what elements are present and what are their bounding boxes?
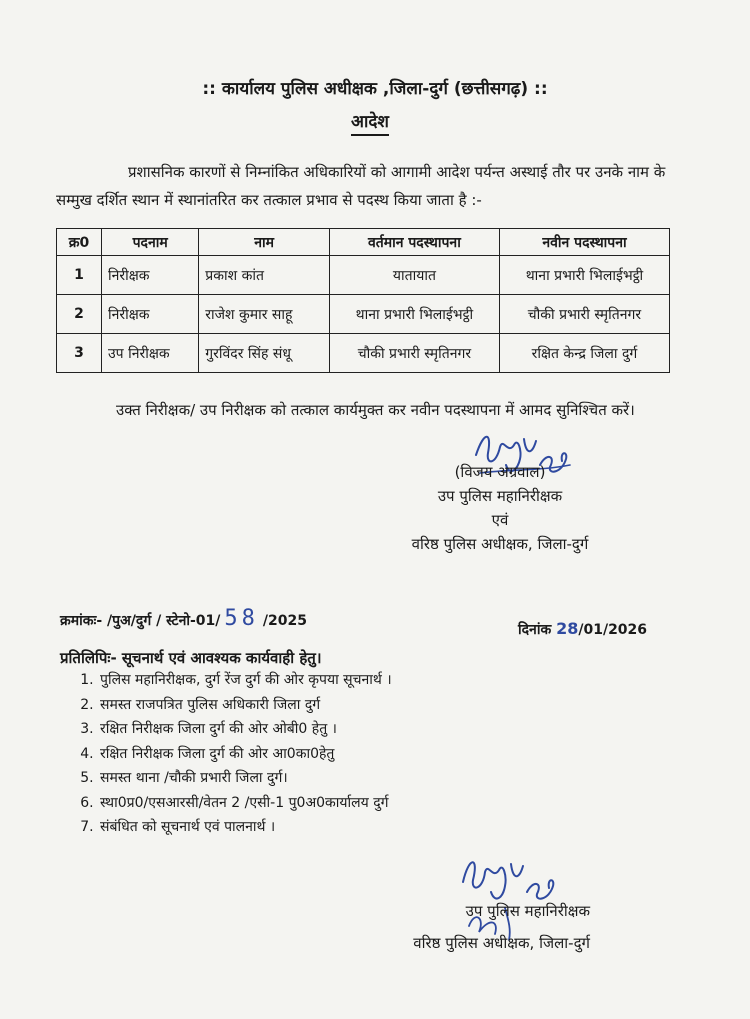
date-label: दिनांक bbox=[518, 622, 552, 638]
copy-to-heading: प्रतिलिपिः- सूचनार्थ एवं आवश्यक कार्यवाही हेतु। bbox=[60, 649, 322, 667]
order-ref-prefix: क्रमांकः- /पुअ/दुर्ग / स्टेनो-01/ bbox=[60, 613, 221, 629]
row-current-posting: चौकी प्रभारी स्मृतिनगर bbox=[329, 334, 499, 373]
col-name: नाम bbox=[199, 229, 330, 256]
signatory-name: (विजय अग्रवाल) bbox=[454, 463, 546, 481]
office-title: :: कार्यालय पुलिस अधीक्षक ,जिला-दुर्ग (छत्तीसगढ़) :: bbox=[202, 79, 548, 99]
row-designation: निरीक्षक bbox=[102, 295, 199, 334]
date-day: 28 bbox=[556, 619, 579, 638]
table-row bbox=[57, 256, 670, 295]
col-new-posting: नवीन पदस्थापना bbox=[499, 229, 669, 256]
list-item: 3. रक्षित निरीक्षक जिला दुर्ग की ओर ओबी0 हेतु । bbox=[98, 717, 698, 742]
list-item: 6. स्था0प्र0/एसआरसी/वेतन 2 /एसी-1 पु0अ0कार्यालय दुर्ग bbox=[98, 791, 698, 816]
signatory-block bbox=[380, 460, 620, 556]
col-serial: क्र0 bbox=[57, 229, 102, 256]
list-item: 1. पुलिस महानिरीक्षक, दुर्ग रेंज दुर्ग की ओर कृपया सूचनार्थ । bbox=[98, 668, 698, 693]
row-new-posting: थाना प्रभारी भिलाईभट्ठी bbox=[499, 256, 669, 295]
row-current-posting: थाना प्रभारी भिलाईभट्ठी bbox=[329, 295, 499, 334]
signatory2-designation: उप पुलिस महानिरीक्षक bbox=[465, 902, 590, 920]
table-header-row bbox=[57, 229, 670, 256]
relieve-instruction: उक्त निरीक्षक/ उप निरीक्षक को तत्काल कार्यमुक्त कर नवीन पदस्थापना में आमद सुनिश्चित करें। bbox=[116, 401, 635, 419]
signatory-block-2 bbox=[380, 895, 590, 959]
signatory-title: वरिष्ठ पुलिस अधीक्षक, जिला-दुर्ग bbox=[411, 535, 589, 553]
row-designation: उप निरीक्षक bbox=[102, 334, 199, 373]
table-row bbox=[57, 295, 670, 334]
date-rest: /01/2026 bbox=[578, 622, 648, 638]
col-designation: पदनाम bbox=[102, 229, 199, 256]
order-heading: आदेश bbox=[0, 109, 740, 132]
row-serial: 1 bbox=[57, 256, 102, 295]
row-name: गुरविंदर सिंह संधू bbox=[199, 334, 330, 373]
col-current-posting: वर्तमान पदस्थापना bbox=[329, 229, 499, 256]
signatory-designation: उप पुलिस महानिरीक्षक bbox=[437, 487, 563, 505]
list-item: 7. संबंधित को सूचनार्थ एवं पालनार्थ । bbox=[98, 815, 698, 840]
row-current-posting: यातायात bbox=[329, 256, 499, 295]
row-name: राजेश कुमार साहू bbox=[199, 295, 330, 334]
copy-to-list bbox=[58, 668, 698, 840]
list-item: 5. समस्त थाना /चौकी प्रभारी जिला दुर्ग। bbox=[98, 766, 698, 791]
transfer-table bbox=[56, 228, 670, 373]
row-new-posting: चौकी प्रभारी स्मृतिनगर bbox=[499, 295, 669, 334]
row-new-posting: रक्षित केन्द्र जिला दुर्ग bbox=[499, 334, 669, 373]
list-item: 4. रक्षित निरीक्षक जिला दुर्ग की ओर आ0का0हेतु bbox=[98, 742, 698, 767]
intro-paragraph: प्रशासनिक कारणों से निम्नांकित अधिकारियों को आगामी आदेश पर्यन्त अस्थाई तौर पर उनके नाम के सम्मुख दर्शित स्थान में स्थानांतरित कर तत्काल प्रभाव से पदस्थ किया जाता है :- bbox=[56, 163, 666, 209]
signatory2-title: वरिष्ठ पुलिस अधीक्षक, जिला-दुर्ग bbox=[413, 934, 590, 952]
row-serial: 3 bbox=[57, 334, 102, 373]
list-item: 2. समस्त राजपत्रित पुलिस अधिकारी जिला दुर्ग bbox=[98, 693, 698, 718]
row-name: प्रकाश कांत bbox=[199, 256, 330, 295]
order-ref-suffix: /2025 bbox=[262, 613, 307, 629]
order-reference bbox=[60, 606, 307, 631]
order-ref-number: 58 bbox=[224, 606, 259, 631]
signatory-and: एवं bbox=[491, 511, 509, 529]
row-serial: 2 bbox=[57, 295, 102, 334]
row-designation: निरीक्षक bbox=[102, 256, 199, 295]
order-date bbox=[518, 619, 647, 639]
table-row bbox=[57, 334, 670, 373]
